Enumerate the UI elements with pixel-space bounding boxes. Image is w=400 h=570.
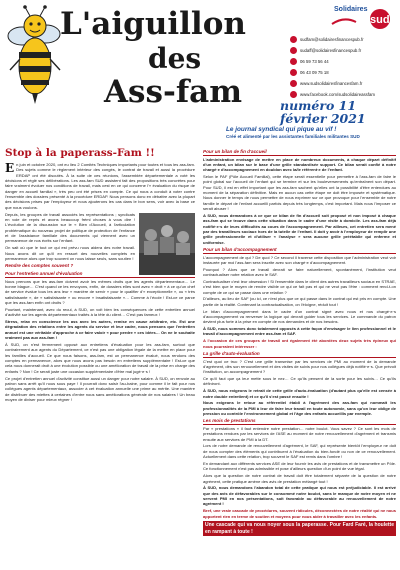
contact-phone-1[interactable]: 06 59 73 56 44 bbox=[290, 56, 400, 66]
phone-icon bbox=[290, 58, 297, 65]
meeting-photo bbox=[139, 213, 195, 275]
contact-facebook[interactable]: www.facebook.com/sudsolidaireassfam bbox=[290, 89, 400, 99]
newsletter-title-line3: Ass-fam bbox=[104, 74, 243, 110]
newsletter-title-line2: des bbox=[148, 42, 202, 75]
email-icon bbox=[290, 36, 297, 43]
paragraph: Alors que la question de notre contrat de travail doit être totalement séparée de la question de notre agrément, cette pratique amène des avis de prestation mélangé tout ! bbox=[203, 473, 396, 484]
paragraph: Pourquoi ? Alors que ce travail devrait se faire naturellement, spontanément, l'institution veut contractualiser notre relation avec le SAF. bbox=[203, 266, 396, 278]
solidaires-sud-logo bbox=[330, 2, 396, 30]
tagline: Le journal syndical qui pique au vif ! bbox=[226, 126, 337, 133]
paragraph: Bref, une vraie cascade de procédures, souvent ridicules, déconnectées de notre réalité qui ne nous apportent rien en terme de soutien et moyens pour nous aider à travailler avec les enfants. bbox=[203, 508, 396, 519]
masthead bbox=[0, 0, 400, 150]
paragraph: En demandant aux différents services ASE de leur fournir les avis de prestations et de transmettre un Pôle. Ce fonctionnement n'est pas admissible et pose d'ailleurs question d'un point de vue légal. bbox=[203, 461, 396, 472]
paragraph: Pourtant, maintenant, avec du recul, à SUD, on voit bien les conséquences de cette entretien annuel d'activité sur les agents départementaux traités à la tête du client… C'est pas fameux ! bbox=[5, 306, 195, 318]
contact-block bbox=[290, 34, 400, 100]
main-heading: Stop à la paperass-Fam !! bbox=[5, 147, 155, 159]
contact-phone-2[interactable]: 06 43 09 75 18 bbox=[290, 67, 400, 77]
paragraph: À SUD, nous exigeons le retrait de cette grille d'auto-évaluation (d'autant plus qu'elle est censée à notre double entretient) et ce qu'il s'est passé ensuite ! bbox=[203, 388, 396, 399]
paragraph: À SUD, nous sommes donc totalement opposés à cette façon d'envisager le lien professionnel et le travail d'accompagnement entre ass-fam et SAF. bbox=[203, 326, 396, 337]
paragraph: Nous exigeons le retour au référentiel établi à l'agrément des ass-fam qui nommait les professionnalités de la PMI à leur de faire leur travail en toute autonomie, sans qu'on leur oblige de pression ou contrôle l'environnement global et l'âge des enfants accueillis par exemple. bbox=[203, 400, 396, 417]
subsection-heading: La grille d'auto-évaluation bbox=[203, 351, 396, 358]
paragraph: Depuis, les groupes de travail associés les représentations ; syndicats en voie de repris et avons beaucoup frémi choses à vous dire ! L'évolution de la discussion sur le « Bien d'Accueil, à l'articulation problématique du nouveau projet de politique de protection de l'enfance et de l'assistance familiale des documents qui viennent avec un permanence de nos écrits sur l'enfant. bbox=[5, 211, 135, 244]
email-icon bbox=[290, 47, 297, 54]
left-column bbox=[5, 147, 195, 567]
people-icon bbox=[139, 213, 195, 275]
dropcap: E bbox=[5, 161, 15, 175]
intro-paragraph: En juin et octobre 2020, ont eu lieu 2 Comités Techniques importants pour toutes et tous les ass-fam. Des sujets comme le règlement intérieur des congés, le contrat de travail et aussi la procédure ERDAP ont été discutés. À la suite de ces réunions, l'assemblée départementale a voté les décisions et réglé ses délibérations. Les ass-fam SUD assistent fait des propositions très concrètes pour faire vraiment évoluer nos conditions de travail, mais cest en ce qui concerne l'« évaluation du risque de danger en accueil familial », très peu ont été prises en compte. Ce qui nous a conduit à voter contre l'ensemble des dossiers présenté à la procédure ERDAP. Nous pensons donc en débattre avec la plupart des décisions prises par l'employeur et nous ajouterons les cas dans le bon sens, voir avec la base ce que nous voulons. bbox=[5, 161, 195, 210]
issue-date: février 2021 bbox=[280, 111, 366, 126]
paragraph: Stress, relax en conscience les ass avec les autres, remise en cause arbitraire, etc. Est une dégradation des relations entre les agents du service et leur cadre, nous pensons que l'entretien annuel est une véritable d'approche à ce faire valoir « pour perdre » ces idées… On ne le souhaite vraiment pas aux ass-fam ! bbox=[5, 319, 195, 341]
subsection-heading: Pour un bilan d'accompagnement bbox=[203, 247, 396, 254]
paragraph: Ce qu'il faut que ça leur mette sous le nez… Ce qu'ils pensent de la sorte pour les suivis… Ce qu'ils définiront. bbox=[203, 376, 396, 387]
svg-text:sud: sud bbox=[370, 14, 390, 26]
paragraph: Contractualiser c'est leur obsession ! Si l'ensemble dans le client des autres travailleurs sociaux en STRAE, c'est bien que le moyen de rendre visible ce qui ce fait pas et qui ne veut pas l'être : comment rend-t-on compte de ce qui se passe dans une relation ? bbox=[203, 278, 396, 295]
paragraph: A l'occasion de ces groupes de travail ont également été abordées deux sujets très épineux qui nous pourraient intéresser : bbox=[203, 338, 396, 349]
paragraph: On sait où que le tout ce qui est prévu nous aidera des notre travail. Nous avons dit ce qu'il en ressort des nouvelles complets en permanence alors que trop souvent on nous laisse seuls, sans soutien ! bbox=[5, 245, 135, 261]
right-column bbox=[203, 147, 396, 567]
facebook-icon bbox=[290, 91, 297, 98]
paragraph: Selon le PAF (Pôle Accueil Familial), cette étape serait essentielle pour permettre à l'ass-fam de faire le point global sur l'accueil de l'enfant qui se termine et sur les bouleversements qu'entraînent son départ. Pour SUD, il est en effet important que les ass-fam sachent qu'elles ont la possibilité d'être entendues au moment de la séparation définitive. Mais en aucun cas cette étape ne doit être imposée et systématique. Nous donner le temps de nous permettre de nous exprimer sur ce que provoque pour l'ensemble de notre famille le départ de l'enfant accueilli parfois depuis très longtemps, c'est important. Mais nous l'imposer ce serait abuser ! bbox=[203, 174, 396, 212]
section-heading-evaluation: Rendre des comptes souvent ? bbox=[5, 263, 74, 269]
paragraph: L'administration envisage de mettre en place de nombreux documents, à chaque départ définitif d'un enfant, un bilan sur le base d'une grille standardisée support. Ce bilan serait confié à notre chargé·e d'accompagnement en doublon avec la/le référent·e de l'enfant. bbox=[203, 156, 396, 173]
newsletter-title-line1: L'aiguillon bbox=[60, 6, 246, 42]
globe-icon bbox=[290, 80, 297, 87]
paragraph: C'est quoi ce truc ? C'est une grille transmise par les services de PMI au moment de la demande d'agrément, dès son renouvellement et des visites de suivis pour nos collègues déjà notifié·e·s. Que prévoit l'institution, un accompagnement ? bbox=[203, 358, 396, 375]
subsection-heading: Pour un bilan de fin d'accueil bbox=[203, 149, 396, 156]
paragraph: À SUD, nous demandons l'abandon total de cette pratique qui nous est préjudiciable. Il est arrivé que des avis de défavorables sur le consommé notre boulot, sans le manque de notre moyen et ne servent PMI en nos présentations, soit favorable ou défavorable au renouvellement de notre agrément ! bbox=[203, 485, 396, 507]
contact-website[interactable]: www.sudsolidairesfinancesfam.fr bbox=[290, 78, 400, 88]
contact-email-2[interactable]: sudaff@solidairesfinancespub.fr bbox=[290, 45, 400, 55]
paragraph: L'accompagnement de qui ? De quoi ? Ce second il traverse cette disposition que l'administration veut voir instaurée par moi l'ass-fam sera inscrite avec son chargé·e d'accompagnement. bbox=[203, 254, 396, 265]
subsection-heading: Les mois de prestations bbox=[203, 418, 396, 425]
phone-icon bbox=[290, 69, 297, 76]
closing-banner: Une cascade qui va nous noyer sous la paperasse. Pour Fard Faré, la houlette en rampant à toute ! bbox=[205, 521, 394, 535]
paragraph: D'ailleurs, au lieu de SAF (ou ici, ce n'est plus que ce qui passe dans le contrat qui est pris en compte. Une partie de la réalité. Contenant la contractualisation, on l'éloigne, réduit tout ! bbox=[203, 296, 396, 307]
contact-email-1[interactable]: sudfam@solidairesfinancespub.fr bbox=[290, 34, 400, 44]
issue-info bbox=[280, 99, 398, 125]
issue-number: numéro 11 bbox=[280, 98, 357, 113]
paragraph: A SUD, nous demandons à ce que ce bilan de fin d'accueil soit proposé et non imposé à chaque ass-fam qui se trouve dans cette situation dans le cadre d'une visite à domicile. Les ass-fam déjà notifié·e·s de leurs difficultés au cours de l'accompagnement. Par ailleurs, cet entretien sera mené par des travailleurs sociaux hors de la tutelle de l'enfant. Il doit y avoir à l'employeur de remplir une grille professionnelle et d'utiliser « l'analyse » sera aucune grille préétablie qui enferme et uniformise. bbox=[203, 212, 396, 245]
subsection-heading: Pour l'entretien annuel d'évaluation bbox=[5, 271, 195, 278]
svg-text:Solidaires: Solidaires bbox=[334, 6, 368, 13]
bee-mascot-icon bbox=[2, 4, 68, 114]
paragraph: Lors de notre demande de renouvellement d'agrément, le SAF, qui représente bientôt l'employeur ne doit de nous compter des éléments qui contribuent à l'évaluation du bien-fondé ou non de ce renouvellement. Actuellement dans cette relation, trop souvent le SAF est remis dans l'ombre ! bbox=[203, 443, 396, 460]
paragraph: À SUD, on n'est fermement opposé aux entretiens d'évaluation pour les ass-fam, surtout que contrairement aux agents du Département, ce n'est pas une obligation légale de la mettre en place pour les familles d'accueil. Ce que nous faisons, ass-fam, est un permanence évalué, nous rendons des comptes en permanence, alors que nous avons pas besoin en entretiens supplémentaire ! Est-ce que cela nous donnerait droit à une évolution possible ou une amélioration de travail de la prise en charge des enfants ? Non ! Ce serait juste une occasion supplémentaire d'être mal jugé·e·s ! bbox=[5, 341, 195, 374]
subtitle: Créé et alimenté par les assistantes familiales militantes SUD bbox=[226, 134, 360, 139]
paragraph: Par « prestations » il faut entendre notre prestation… notre boulot. Vous savez ? Ce sont les mois de prestations rendues par les services de l'ASE au moment de notre renouvellement d'agrément et transmis ensuite aux services de PMI à la DT. bbox=[203, 425, 396, 442]
paragraph: Ce projet d'entretien annuel d'activité constitue aussi un danger pour notre salaire. À SUD, on renvoie au patron sans arrêt qu'il nous sous paye ! Il pourrait donc saisir l'au-baine, pour comme il le fait pour nos collègues agents départementaux, associer à cet évaluation annuelle une prime au mérite. Une manière de distribuer des miettes à certaines d'entre nous sans améliorations générale de nos salaires ! Un beau moyen de diviser pour mieux régner ! bbox=[5, 375, 195, 402]
paragraph: Nous prenons que les ass-fam doivent avoir les mêmes droits que les agents départementaux… Le bonne blague… C'est quand ce les envoyons, enfin, de dossiers elles sont avec « droit » à ce qu'un chef de service évalue tous les ans leur « manière de servir » pour le qualifier d'« exceptionnelle », ou « très satisfaisante », de « satisfaisante » ou encore « insatisfaisante »… Comme à l'école ! Est-ce ce parce que les ass-fam enfin ont droits ? bbox=[5, 278, 195, 306]
paragraph: Le bilan d'accompagnement dans le cadre d'un contrat signé avec nous et nos chargé·e·s d'accompagnement va renverser la logique qui devrait guider tous les services. Le commande du patron devient plus forte à la prise en compte de nos demandes et de nos besoins. bbox=[203, 308, 396, 325]
